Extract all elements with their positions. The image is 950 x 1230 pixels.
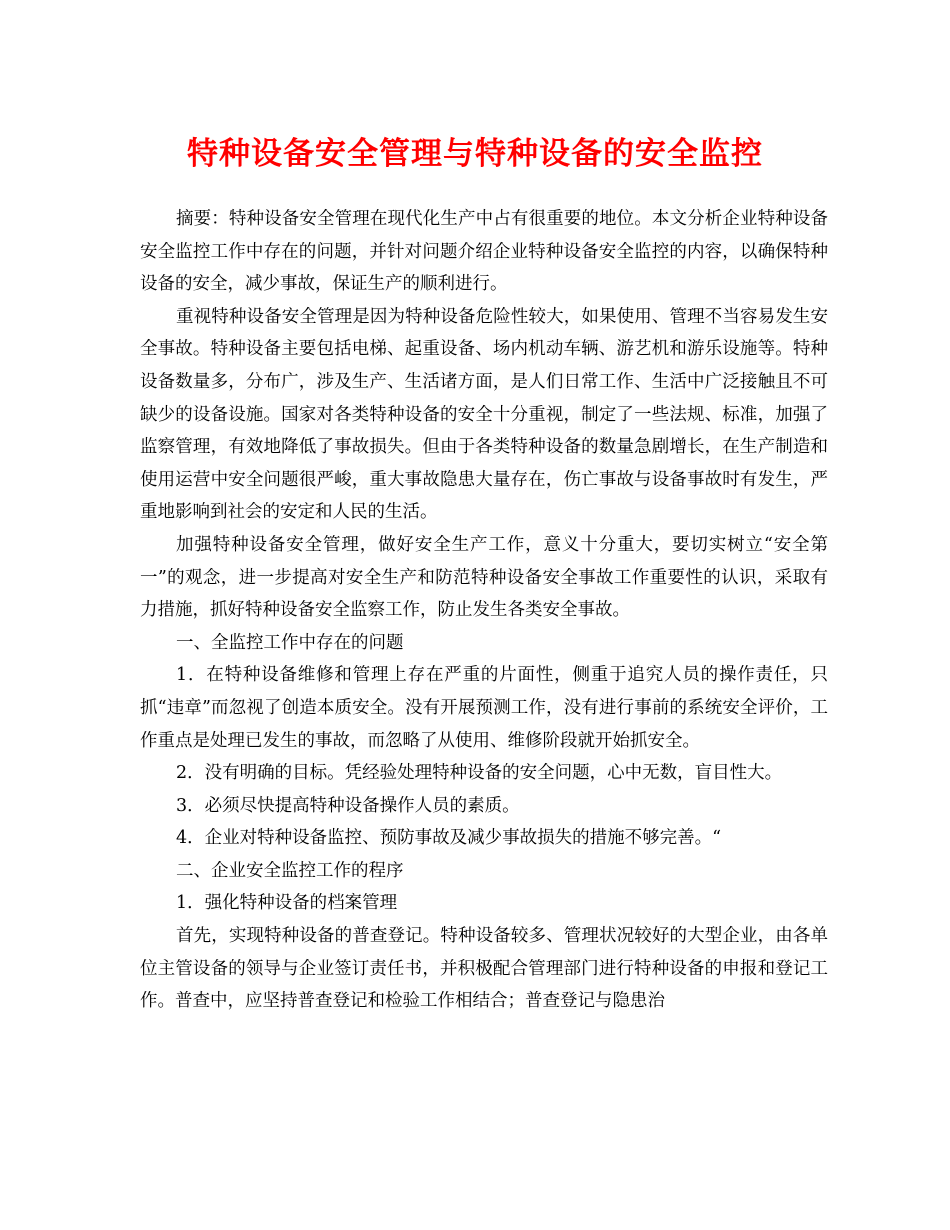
subsection-heading: 1．强化特种设备的档案管理: [176, 893, 398, 914]
body-paragraph: 加强特种设备安全管理，做好安全生产工作，意义十分重大，要切实树立“安全第一”的观念，进一步提高对安全生产和防范特种设备安全事故工作重要性的认识，采取有力措施，抓好特种设备安全监察工作，防止发生各类安全事故。: [140, 534, 828, 621]
list-item: 1．在特种设备维修和管理上存在严重的片面性，侧重于追究人员的操作责任，只抓“违章”而忽视了创造本质安全。没有开展预测工作，没有进行事前的系统安全评价，工作重点是处理已发生的事故，而忽略了从使用、维修阶段就开始抓安全。: [140, 665, 828, 751]
list-item: 4．企业对特种设备监控、预防事故及减少事故损失的措施不够完善。“: [176, 828, 722, 849]
section-heading: 二、企业安全监控工作的程序: [176, 860, 404, 881]
body-paragraph: 重视特种设备安全管理是因为特种设备危险性较大，如果使用、管理不当容易发生安全事故。特种设备主要包括电梯、起重设备、场内机动车辆、游艺机和游乐设施等。特种设备数量多，分布广，涉及生产、生活诸方面，是人们日常工作、生活中广泛接触且不可缺少的设备设施。国家对各类特种设备的安全十分重视，制定了一些法规、标准，加强了监察管理，有效地降低了事故损失。但由于各类特种设备的数量急剧增长，在生产制造和使用运营中安全问题很严峻，重大事故隐患大量存在，伤亡事故与设备事故时有发生，严重地影响到社会的安定和人民的生活。: [140, 306, 828, 523]
document-body: [140, 203, 828, 1018]
body-paragraph: 首先，实现特种设备的普查登记。特种设备较多、管理状况较好的大型企业，由各单位主管设备的领导与企业签订责任书，并积极配合管理部门进行特种设备的申报和登记工作。普查中，应坚持普查登记和检验工作相结合；普查登记与隐患治: [140, 926, 828, 1012]
list-item: 2．没有明确的目标。凭经验处理特种设备的安全问题，心中无数，盲目性大。: [176, 763, 783, 784]
document-title: 特种设备安全管理与特种设备的安全监控: [187, 136, 763, 172]
list-item: 3．必须尽快提高特种设备操作人员的素质。: [176, 795, 520, 816]
section-heading: 一、全监控工作中存在的问题: [176, 632, 404, 653]
abstract-paragraph: 摘要：特种设备安全管理在现代化生产中占有很重要的地位。本文分析企业特种设备安全监控工作中存在的问题，并针对问题介绍企业特种设备安全监控的内容，以确保特种设备的安全，减少事故，保证生产的顺利进行。: [140, 209, 828, 295]
